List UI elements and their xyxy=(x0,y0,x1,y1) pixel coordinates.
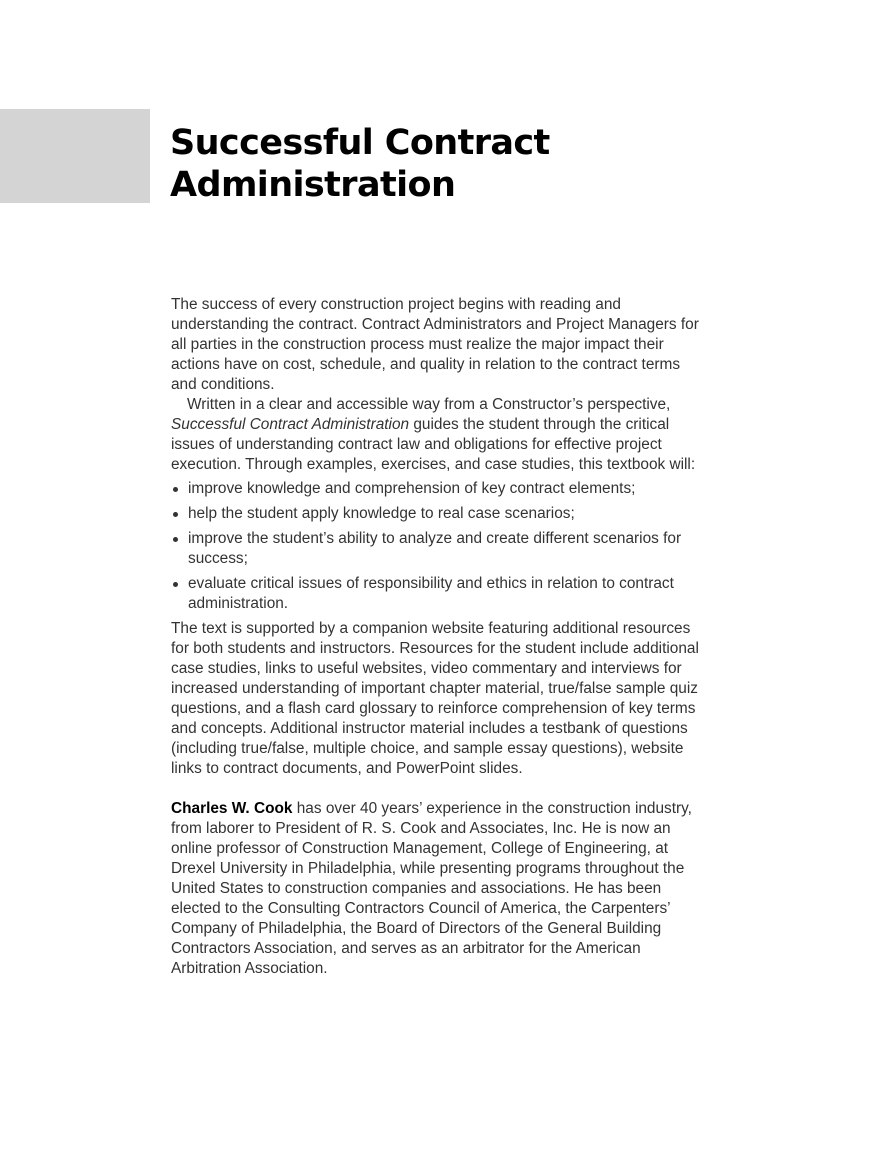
description-paragraph xyxy=(171,395,699,475)
author-bio: has over 40 years’ experience in the construction industry, from laborer to President of R. S. Cook and Associates, Inc. He is now an online professor of Construction Management, College of Engineering, at Drexel University in Philadelphia, while presenting programs throughout the United States to construction companies and associations. He has been elected to the Consulting Contractors Council of America, the Carpenters’ Company of Philadelphia, the Board of Directors of the General Building Contractors Association, and serves as an arbitrator for the American Arbitration Association. xyxy=(171,800,692,977)
list-item xyxy=(171,529,699,569)
book-title-line-1: Successful Contract xyxy=(170,123,550,163)
list-item-text: evaluate critical issues of responsibility and ethics in relation to contract administration. xyxy=(188,575,674,612)
intro-paragraph: The success of every construction project begins with reading and understanding the contract. Contract Administrators and Project Managers for all parties in the construction process must realize the major impact their actions have on cost, schedule, and quality in relation to the contract terms and conditions. xyxy=(171,296,699,393)
list-item xyxy=(171,479,699,499)
list-item-text: improve knowledge and comprehension of key contract elements; xyxy=(188,480,636,497)
chapter-tab-decoration xyxy=(0,109,150,203)
bullet-icon xyxy=(173,582,178,587)
author-bio-paragraph xyxy=(171,799,699,979)
paragraph-spacer xyxy=(171,779,699,799)
outcomes-list xyxy=(171,479,699,614)
list-item xyxy=(171,504,699,524)
description-rest: guides the student through the critical issues of understanding contract law and obligations for effective project execution. Through examples, exercises, and case studies, this textbook will: xyxy=(171,416,696,473)
description-lead: Written in a clear and accessible way from a Constructor’s perspective, xyxy=(187,396,671,413)
companion-website-paragraph: The text is supported by a companion website featuring additional resources for both students and instructors. Resources for the student include additional case studies, links to useful websites, video commentary and interviews for increased understanding of important chapter material, true/false sample quiz questions, and a flash card glossary to reinforce comprehension of key terms and concepts. Additional instructor material includes a testbank of questions (including true/false, multiple choice, and sample essay questions), website links to contract documents, and PowerPoint slides. xyxy=(171,620,699,777)
bullet-icon xyxy=(173,512,178,517)
bullet-icon xyxy=(173,487,178,492)
bullet-icon xyxy=(173,537,178,542)
book-title xyxy=(170,122,730,206)
author-name: Charles W. Cook xyxy=(171,800,293,817)
back-cover-text xyxy=(171,295,699,979)
book-title-line-2: Administration xyxy=(170,165,456,205)
book-title-italic: Successful Contract Administration xyxy=(171,416,410,433)
list-item xyxy=(171,574,699,614)
list-item-text: help the student apply knowledge to real case scenarios; xyxy=(188,505,575,522)
list-item-text: improve the student’s ability to analyze and create different scenarios for success; xyxy=(188,530,682,567)
